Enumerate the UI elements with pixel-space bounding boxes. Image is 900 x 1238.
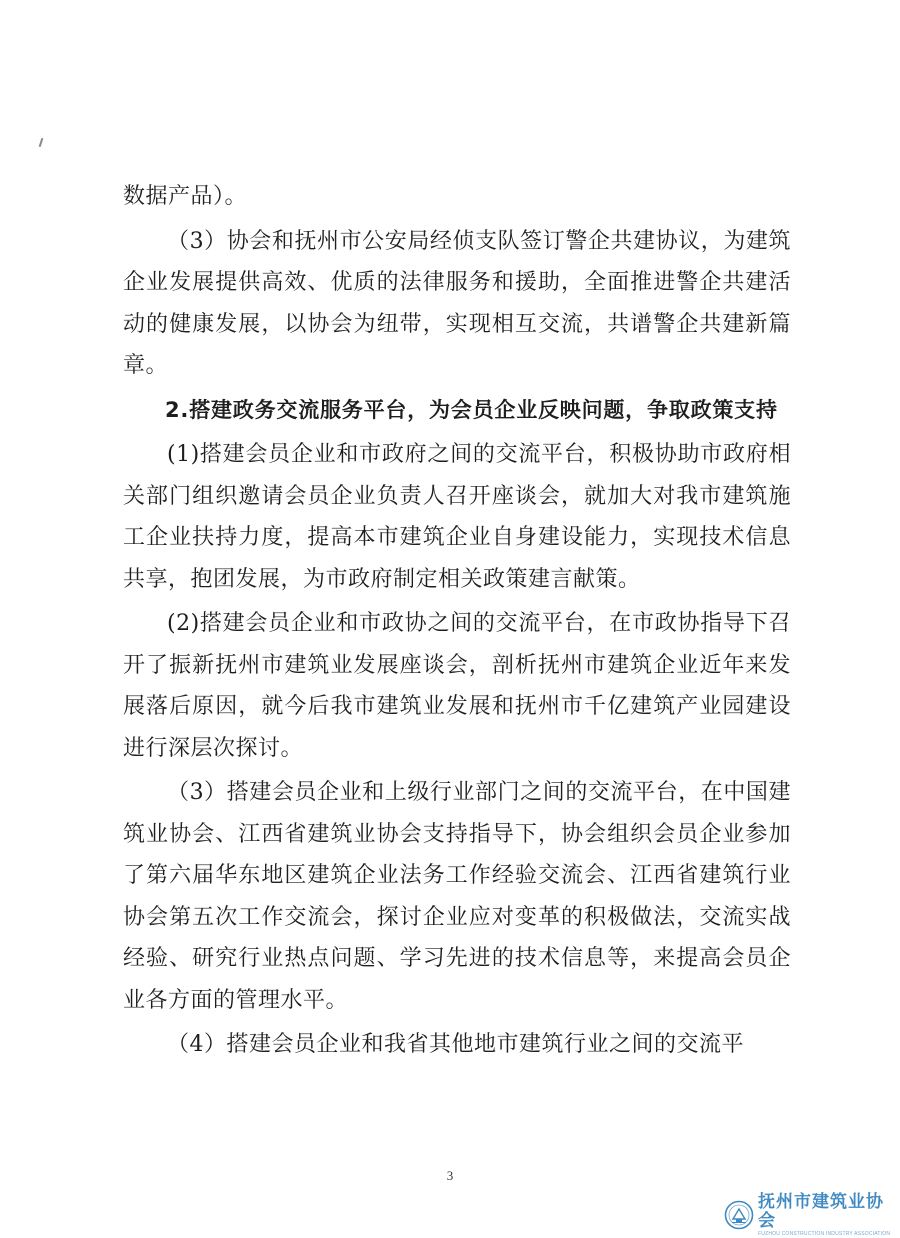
- paragraph-item-2-cppcc: (2)搭建会员企业和市政协之间的交流平台，在市政协指导下召开了振新抚州市建筑业发展座谈会，剖析抚州市建筑企业近年来发展落后原因，就今后我市建筑业发展和抚州市千亿建筑产业园建设进行深层次探讨。: [123, 611, 791, 761]
- section-heading-2: 2.搭建政务交流服务平台，为会员企业反映问题，争取政策支持: [165, 397, 778, 422]
- logo-name-cn: 抚州市建筑业协会: [758, 1191, 884, 1231]
- scan-mark: [39, 138, 44, 147]
- association-emblem-icon: [724, 1200, 754, 1230]
- paragraph-continuation: 数据产品）。: [123, 184, 248, 209]
- paragraph-item-1-city-government: (1)搭建会员企业和市政府之间的交流平台，积极协助市政府相关部门组织邀请会员企业负责人召开座谈会，就加大对我市建筑施工企业扶持力度，提高本市建筑企业自身建设能力，实现技术信息共享，抱团发展，为市政府制定相关政策建言献策。: [123, 442, 791, 592]
- document-body: [123, 176, 791, 1069]
- paragraph-item-4-other-cities: （4）搭建会员企业和我省其他地市建筑行业之间的交流平: [167, 1032, 744, 1057]
- page-number: 3: [446, 1168, 454, 1183]
- footer-logo: [724, 1191, 900, 1237]
- paragraph-item-3-industry-departments: （3）搭建会员企业和上级行业部门之间的交流平台，在中国建筑业协会、江西省建筑业协会支持指导下，协会组织会员企业参加了第六届华东地区建筑企业法务工作经验交流会、江西省建筑行业协会第五次工作交流会，探讨企业应对变革的积极做法，交流实战经验、研究行业热点问题、学习先进的技术信息等，来提高会员企业各方面的管理水平。: [123, 780, 791, 1013]
- logo-text: [758, 1193, 900, 1238]
- paragraph-item-3-police-cooperation: （3）协会和抚州市公安局经侦支队签订警企共建协议，为建筑企业发展提供高效、优质的法律服务和援助，全面推进警企共建活动的健康发展，以协会为纽带，实现相互交流，共谱警企共建新篇章。: [123, 228, 791, 378]
- logo-name-en: FUZHOU CONSTRUCTION INDUSTRY ASSOCIATION: [758, 1230, 891, 1237]
